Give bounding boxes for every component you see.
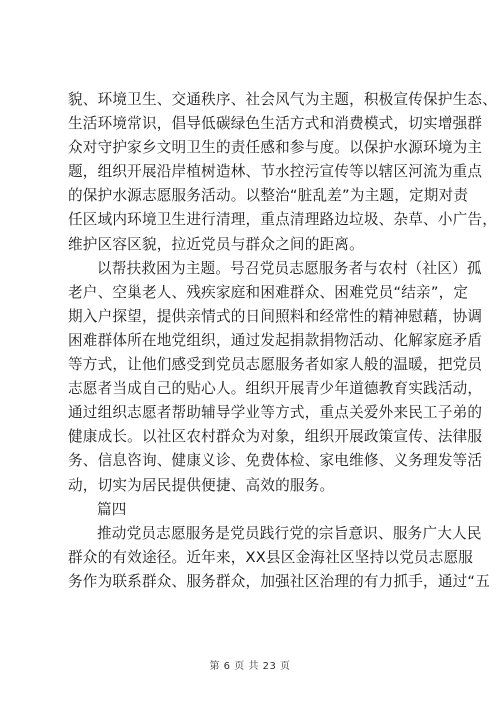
- text-line: 通过组织志愿者帮助辅导学业等方式，重点关爱外来民工子弟的: [68, 404, 483, 422]
- text-line: 务作为联系群众、服务群众，加强社区治理的有力抓手，通过“五: [68, 572, 490, 590]
- text-line: 志愿者当成自己的贴心人。组织开展青少年道德教育实践活动，: [68, 380, 483, 398]
- text-line: 等方式，让他们感受到党员志愿服务者如家人般的温暖，把党员: [68, 356, 483, 374]
- text-line: 健康成长。以社区农村群众为对象，组织开展政策宣传、法律服: [68, 428, 483, 446]
- text-line: 生活环境常识，倡导低碳绿色生活方式和消费模式，切实增强群: [68, 115, 483, 133]
- text-line: 期入户探望，提供亲情式的日间照料和经常性的精神慰藉，协调: [68, 307, 483, 325]
- body-text: [68, 88, 498, 594]
- page-footer: 第 6 页 共 23 页: [209, 661, 291, 672]
- text-line: 困难群体所在地党组织，通过发起捐款捐物活动、化解家庭矛盾: [68, 331, 483, 349]
- text-line: 众对守护家乡文明卫生的责任感和参与度。以保护水源环境为主: [68, 139, 483, 157]
- text-line: 动，切实为居民提供便捷、高效的服务。: [68, 476, 335, 494]
- text-line: 群众的有效途径。近年来，XX县区金海社区坚持以党员志愿服: [68, 548, 474, 566]
- paragraph-first-line: 推动党员志愿服务是党员践行党的宗旨意识、服务广大人民: [97, 524, 482, 542]
- text-line: 的保护水源志愿服务活动。以整治“脏乱差”为主题，定期对责: [68, 187, 469, 205]
- section-heading: 篇四: [97, 500, 127, 518]
- paragraph-first-line: 以帮扶救困为主题。号召党员志愿服务者与农村（社区）孤: [97, 259, 482, 277]
- text-line: 维护区容区貌，拉近党员与群众之间的距离。: [68, 235, 364, 253]
- text-line: 务、信息咨询、健康义诊、免费体检、家电维修、义务理发等活: [68, 452, 483, 470]
- text-line: 貌、环境卫生、交通秩序、社会风气为主题，积极宣传保护生态、: [68, 91, 498, 108]
- text-line: 任区域内环境卫生进行清理，重点清理路边垃圾、杂草、小广告，: [68, 211, 498, 229]
- text-line: 题，组织开展沿岸植树造林、节水控污宣传等以辖区河流为重点: [68, 163, 483, 181]
- text-line: 老户、空巢老人、残疾家庭和困难群众、困难党员“结亲”，定: [68, 283, 469, 301]
